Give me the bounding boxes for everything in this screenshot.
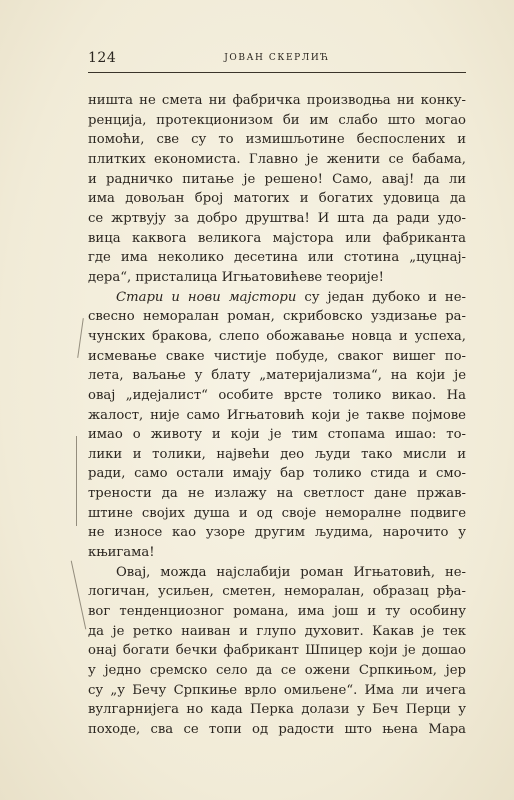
- line-text: помоћи, све су то измишљотине беспослених и: [88, 132, 466, 148]
- text-line: [88, 543, 466, 563]
- line-text: онај богати бечки фабрикант Шпицер који је дошао: [88, 643, 466, 659]
- text-line: [88, 150, 466, 170]
- line-text: вулгарнијега но када Перка долази у Беч Перци у: [88, 702, 466, 718]
- line-text: Овај, можда најслабији роман Игњатовић, не-: [116, 564, 466, 580]
- text-line: [88, 622, 466, 642]
- text-line: [88, 700, 466, 720]
- line-text: ради, само остали имају бар толико стида и смо-: [88, 466, 466, 482]
- text-line: [88, 563, 466, 583]
- margin-pencil-mark: [71, 561, 87, 630]
- text-line: [88, 347, 466, 367]
- line-text: исмевање сваке чистије побуде, сваког вишег по-: [88, 348, 466, 364]
- line-text: свесно неморалан роман, скрибовско уздизање ра-: [88, 309, 466, 325]
- header-rule: [88, 72, 466, 73]
- text-line: [88, 523, 466, 543]
- line-text: овај „идејалист“ особите врсте толико викао. На: [88, 387, 466, 403]
- text-line: [88, 91, 466, 111]
- line-text: књигама!: [88, 545, 155, 561]
- text-line: [88, 386, 466, 406]
- line-text: се жртвују за добро друштва! И шта да ради удо-: [88, 210, 466, 226]
- line-text: у једно сремско село да се ожени Српкињом, јер: [88, 663, 466, 679]
- text-line: [88, 209, 466, 229]
- text-line: [88, 406, 466, 426]
- line-text: логичан, усиљен, сметен, неморалан, образац рђа-: [88, 584, 466, 600]
- line-text: лики и толики, највећи део људи тако мисли и: [88, 446, 466, 462]
- line-text: вог тенденциозног романа, има још и ту особину: [88, 604, 466, 620]
- margin-pencil-mark: [76, 436, 77, 526]
- text-line: [88, 248, 466, 268]
- text-line: [88, 327, 466, 347]
- text-line: [88, 425, 466, 445]
- page-number: 124: [88, 50, 117, 66]
- text-line: [88, 445, 466, 465]
- line-text: су „у Бечу Српкиње врло омиљене“. Има ли ичега: [88, 682, 466, 698]
- line-text: су један дубоко и не-: [296, 289, 466, 305]
- line-text: ништа не смета ни фабричка производња ни конку-: [88, 93, 466, 108]
- line-text: трености да не излажу на светлост дане пржав-: [88, 486, 466, 502]
- line-text: плитких економиста. Главно је женити се бабама,: [88, 151, 466, 167]
- text-line: [88, 602, 466, 622]
- line-text: чунских бракова, слепо обожавање новца и успеха,: [88, 328, 466, 344]
- text-line: [88, 720, 466, 740]
- line-text: лета, ваљање у блату „материјализма“, на који је: [88, 368, 466, 384]
- text-line: [88, 366, 466, 386]
- text-line: [88, 504, 466, 524]
- line-text: ренција, протекционизом би им слабо што могао: [88, 112, 466, 128]
- line-text: имао о животу и који је тим стопама ишао: то-: [88, 427, 466, 443]
- text-line: [88, 111, 466, 131]
- text-line: [88, 661, 466, 681]
- text-line: [88, 681, 466, 701]
- line-text: да је ретко наиван и глупо духовит. Какав је тек: [88, 623, 466, 639]
- text-line: [88, 464, 466, 484]
- line-text: има довољан број матorих и богатих удовица да: [88, 191, 466, 207]
- italic-title: Стари и нови мајстори: [116, 289, 297, 305]
- body-text: [88, 91, 466, 740]
- line-text: и радничко питање је решено! Само, авај! да ли: [88, 171, 466, 187]
- page-header: [88, 50, 466, 72]
- line-text: походе, сва се топи од радости што њена Мара: [88, 722, 466, 737]
- text-line: [88, 170, 466, 190]
- line-text: дера“, присталица Игњатовићеве теорије!: [88, 269, 384, 285]
- margin-pencil-mark: [77, 318, 84, 358]
- text-line: [88, 229, 466, 249]
- running-head: ЈОВАН СКЕРЛИЋ: [224, 53, 330, 63]
- text-line: [88, 268, 466, 288]
- text-line: [88, 130, 466, 150]
- text-line: [88, 307, 466, 327]
- line-text: жалост, није само Игњатовић који је такве појмове: [88, 407, 466, 423]
- text-line: [88, 582, 466, 602]
- line-text: не износе као узоре другим људима, нарочито у: [88, 525, 466, 541]
- text-line: [88, 641, 466, 661]
- line-text: штине својих душа и од своје неморалне подвиге: [88, 505, 466, 521]
- text-line: [88, 288, 466, 308]
- line-text: где има неколико десетина или стотина „цуцнај-: [88, 250, 466, 266]
- text-line: [88, 189, 466, 209]
- line-text: вица каквога великога мајстора или фабриканта: [88, 230, 466, 246]
- text-line: [88, 484, 466, 504]
